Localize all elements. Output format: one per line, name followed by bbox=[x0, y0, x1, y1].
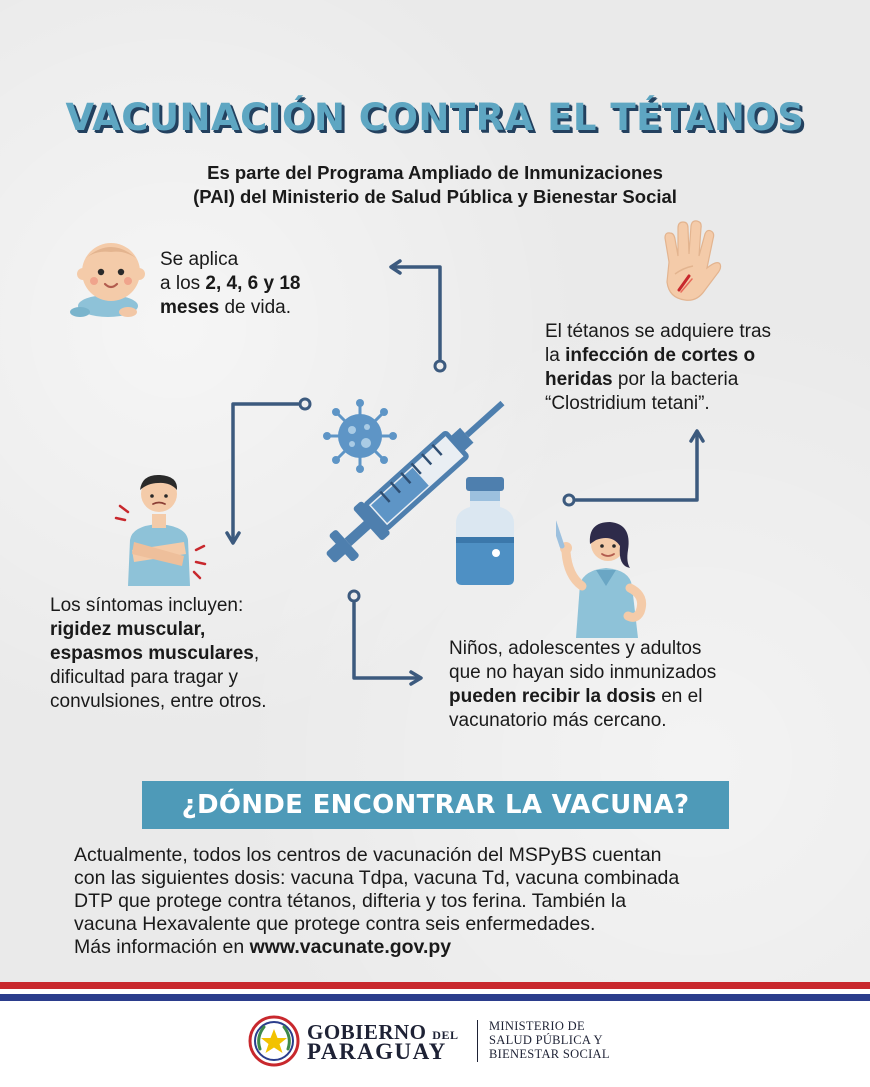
who-line-1: Niños, adolescentes y adultos bbox=[449, 638, 702, 659]
cause-text bbox=[545, 320, 771, 416]
schedule-line-3 bbox=[160, 296, 301, 320]
schedule-line-1: Se aplica bbox=[160, 249, 239, 270]
symptoms-line-3 bbox=[50, 642, 267, 666]
vaccine-vial-icon bbox=[452, 475, 518, 587]
symptoms-text bbox=[50, 594, 267, 714]
who-dose: pueden recibir la dosis bbox=[449, 686, 656, 707]
symptoms-line-1: Los síntomas incluyen: bbox=[50, 595, 244, 616]
connector-dot bbox=[300, 399, 310, 409]
where-text bbox=[74, 844, 814, 959]
connector-dot bbox=[435, 361, 445, 371]
schedule-months: meses bbox=[160, 297, 220, 318]
page-title: VACUNACIÓN CONTRA EL TÉTANOS bbox=[65, 96, 805, 139]
schedule-text bbox=[160, 248, 301, 320]
symptoms-line-3-text: , bbox=[253, 643, 260, 664]
flag-stripe-red bbox=[0, 982, 870, 989]
cause-line-4: “Clostridium tetani”. bbox=[545, 393, 710, 414]
symptoms-rigidity: rigidez muscular, bbox=[50, 619, 206, 640]
government-name-line-2: PARAGUAY bbox=[307, 1039, 447, 1064]
man-stiff-icon bbox=[110, 470, 210, 588]
paraguay-seal-icon bbox=[248, 1015, 300, 1067]
symptoms-spasms: espasmos musculares bbox=[50, 643, 254, 664]
who-line-2: que no hayan sido inmunizados bbox=[449, 662, 717, 683]
connector-symptoms bbox=[233, 404, 298, 540]
schedule-line-2-text: a los bbox=[160, 273, 206, 294]
cause-line-2 bbox=[545, 344, 771, 368]
where-heading: ¿DÓNDE ENCONTRAR LA VACUNA? bbox=[142, 781, 729, 829]
where-line-1: Actualmente, todos los centros de vacunación del MSPyBS cuentan bbox=[74, 844, 662, 866]
schedule-line-2 bbox=[160, 272, 301, 296]
symptoms-line-2 bbox=[50, 618, 267, 642]
website-link[interactable]: www.vacunate.gov.py bbox=[249, 936, 452, 958]
where-line-2: con las siguientes dosis: vacuna Tdpa, vacuna Td, vacuna combinada bbox=[74, 867, 680, 889]
where-line-5-text: Más información en bbox=[74, 936, 250, 958]
where-line-5 bbox=[74, 936, 814, 959]
cause-line-1: El tétanos se adquiere tras bbox=[545, 321, 772, 342]
cause-infection: infección de cortes o bbox=[565, 345, 756, 366]
connector-dot bbox=[564, 495, 574, 505]
baby-icon bbox=[66, 236, 156, 322]
ministry-line-3: BIENESTAR SOCIAL bbox=[489, 1047, 610, 1061]
symptoms-line-5: convulsiones, entre otros. bbox=[50, 691, 267, 712]
where-line-4: vacuna Hexavalente que protege contra seis enfermedades. bbox=[74, 913, 596, 935]
symptoms-line-4: dificultad para tragar y bbox=[50, 667, 238, 688]
connector-cause bbox=[576, 433, 697, 500]
cause-line-3-text: por la bacteria bbox=[612, 369, 739, 390]
nurse-icon bbox=[556, 516, 656, 638]
hand-wound-icon bbox=[655, 218, 723, 306]
connector-dot bbox=[349, 591, 359, 601]
footer-divider bbox=[477, 1020, 478, 1062]
cause-line-2-text: la bbox=[545, 345, 566, 366]
flag-stripe-blue bbox=[0, 994, 870, 1001]
connector-schedule bbox=[393, 267, 440, 359]
subtitle-line-2: (PAI) del Ministerio de Salud Pública y Bienestar Social bbox=[193, 186, 677, 207]
connector-who bbox=[354, 603, 418, 678]
who-line-4: vacunatorio más cercano. bbox=[449, 710, 667, 731]
who-text bbox=[449, 637, 716, 733]
schedule-ages: 2, 4, 6 y 18 bbox=[205, 273, 301, 294]
ministry-name bbox=[489, 1019, 610, 1061]
where-line-3: DTP que protege contra tétanos, difteria y tos ferina. También la bbox=[74, 890, 627, 912]
cause-wounds: heridas bbox=[545, 369, 613, 390]
ministry-line-2: SALUD PÚBLICA Y bbox=[489, 1033, 603, 1047]
ministry-line-1: MINISTERIO DE bbox=[489, 1019, 585, 1033]
gov-word-del: DEL bbox=[432, 1028, 459, 1042]
cause-line-3 bbox=[545, 368, 771, 392]
subtitle-line-1: Es parte del Programa Ampliado de Inmunizaciones bbox=[207, 162, 663, 183]
gov-word-1: GOBIERNO bbox=[307, 1020, 427, 1044]
who-line-3 bbox=[449, 685, 716, 709]
who-line-3-text: en el bbox=[655, 686, 703, 707]
schedule-line-3-text: de vida. bbox=[219, 297, 291, 318]
